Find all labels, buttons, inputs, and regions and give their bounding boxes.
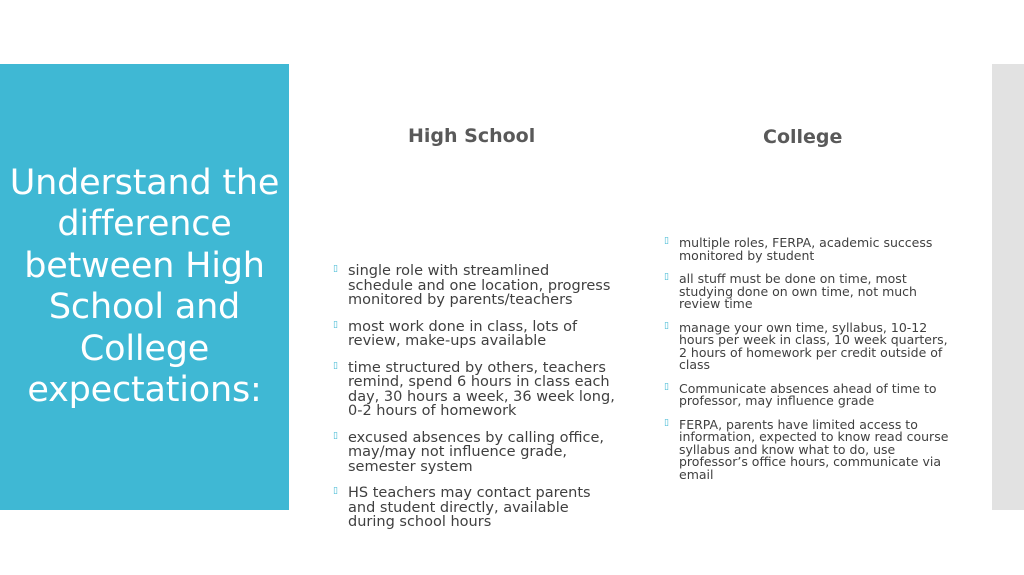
bullet-text: excused absences by calling office, may/may not influence grade, semester system bbox=[348, 429, 604, 475]
bullet-text: most work done in class, lots of review, make-ups available bbox=[348, 318, 578, 349]
bullet-text: FERPA, parents have limited access to information, expected to know read course syllabus and know what to do, use professor’s office hours, communicate via email bbox=[679, 416, 949, 482]
bullet-text: Communicate absences ahead of time to professor, may influence grade bbox=[679, 380, 937, 408]
bullet-text: manage your own time, syllabus, 10-12 hours per week in class, 10 week quarters, 2 hours of homework per credit outside of class bbox=[679, 319, 948, 372]
list-item bbox=[664, 237, 949, 262]
bullet-icon: ▯ bbox=[333, 430, 338, 441]
bullet-icon: ▯ bbox=[333, 319, 338, 330]
list-item bbox=[664, 319, 949, 372]
bullet-text: single role with streamlined schedule and one location, progress monitored by parents/teachers bbox=[348, 263, 611, 308]
list-item bbox=[333, 431, 615, 475]
bullet-text: time structured by others, teachers remind, spend 6 hours in class each day, 30 hours a week, 36 week long, 0-2 hours of homework bbox=[348, 359, 615, 419]
bullet-text: multiple roles, FERPA, academic success monitored by student bbox=[679, 235, 933, 263]
bullet-icon: ▯ bbox=[664, 381, 669, 392]
list-item bbox=[333, 361, 615, 419]
list-item bbox=[333, 320, 615, 349]
bullet-text: HS teachers may contact parents and student directly, available during school hours bbox=[348, 485, 591, 530]
high-school-bullet-list bbox=[333, 264, 615, 542]
bullet-icon: ▯ bbox=[333, 264, 338, 274]
college-heading: College bbox=[763, 126, 843, 148]
bullet-icon: ▯ bbox=[664, 417, 669, 428]
bullet-icon: ▯ bbox=[664, 272, 669, 282]
bullet-icon: ▯ bbox=[333, 486, 338, 496]
list-item bbox=[664, 273, 949, 311]
slide-title: Understand the difference between High School and College expectations: bbox=[9, 162, 280, 410]
bullet-icon: ▯ bbox=[664, 236, 669, 246]
right-side-bar bbox=[992, 64, 1024, 510]
title-panel bbox=[0, 64, 289, 510]
list-item bbox=[333, 486, 615, 530]
bullet-icon: ▯ bbox=[333, 360, 338, 371]
list-item bbox=[664, 416, 949, 482]
bullet-text: all stuff must be done on time, most studying done on own time, not much review time bbox=[679, 271, 917, 311]
high-school-heading: High School bbox=[408, 125, 536, 147]
college-bullet-list bbox=[664, 237, 949, 492]
list-item bbox=[664, 380, 949, 408]
list-item bbox=[333, 264, 615, 308]
bullet-icon: ▯ bbox=[664, 320, 669, 331]
